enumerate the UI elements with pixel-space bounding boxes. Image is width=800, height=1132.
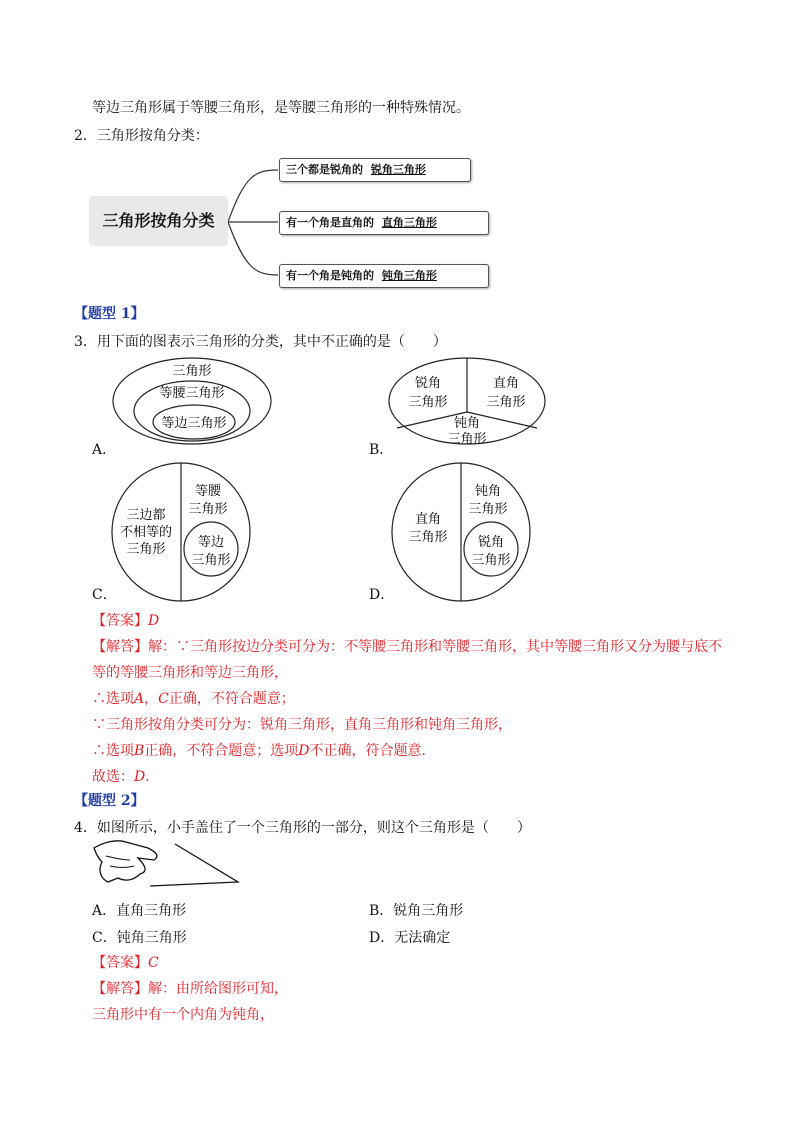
option-d: D <box>298 743 310 759</box>
q3-label-d: D． <box>369 587 395 603</box>
answer-prefix: 【答案】 <box>92 955 148 971</box>
intro-line: 等边三角形属于等腰三角形，是等腰三角形的一种特殊情况。 <box>92 100 470 116</box>
diagram-c-left-1: 三边都 <box>126 508 166 523</box>
answer-value: D <box>148 613 160 629</box>
diagram-b-bottom-2: 三角形 <box>447 432 487 447</box>
text: ． <box>145 769 160 785</box>
diagram-d-right-2: 三角形 <box>468 502 508 517</box>
text: 不正确，符合题意． <box>309 743 436 759</box>
branch-condition: 有一个角是钝角的 <box>286 269 374 282</box>
section-tag-2: 【题型 2】 <box>74 793 145 809</box>
q4-jieda-line-1 <box>92 978 288 998</box>
diagram-c-inner-2: 三角形 <box>191 553 231 568</box>
q4-hand-triangle-figure <box>90 836 245 894</box>
branch-result: 直角三角形 <box>381 216 437 229</box>
mindmap-connectors <box>0 0 800 300</box>
branch-result: 钝角三角形 <box>381 269 437 282</box>
text: ∴选项 <box>92 743 134 759</box>
diagram-c-left-3: 三角形 <box>126 542 166 557</box>
section-tag-1: 【题型 1】 <box>74 306 145 322</box>
q3-jieda-line-6 <box>92 766 159 786</box>
q3-diagram-c <box>110 461 252 603</box>
jieda-text: 解：由所给图形可知， <box>148 981 288 997</box>
option-d: D <box>134 769 146 785</box>
diagram-d-inner-2: 三角形 <box>471 553 511 568</box>
q3-diagram-a <box>110 355 275 447</box>
jieda-prefix: 【解答】 <box>92 981 148 997</box>
mindmap-branch-acute <box>279 158 471 182</box>
item-2-heading: 2．三角形按角分类： <box>74 128 209 144</box>
q4-answer <box>92 952 159 972</box>
answer-prefix: 【答案】 <box>92 613 148 629</box>
diagram-b-bottom-1: 钝角 <box>453 416 481 431</box>
q3-label-a: A． <box>92 442 117 458</box>
diagram-a-inner-label: 等边三角形 <box>161 416 227 431</box>
q3-jieda-line-3 <box>92 688 295 708</box>
q3-jieda-line-5 <box>92 740 436 760</box>
q4-option-c[interactable]: C．钝角三角形 <box>92 930 187 946</box>
q4-stem: 4．如图所示，小手盖住了一个三角形的一部分，则这个三角形是（ ） <box>74 820 531 836</box>
diagram-b-right-2: 三角形 <box>486 395 526 410</box>
q3-diagram-d <box>390 461 532 603</box>
q3-answer <box>92 610 159 630</box>
diagram-d-left-1: 直角 <box>414 512 442 527</box>
text: 正确，不符合题意；选项 <box>144 743 299 759</box>
diagram-c-right-2: 三角形 <box>188 502 228 517</box>
q4-option-d[interactable]: D．无法确定 <box>369 930 451 946</box>
mindmap-branch-right <box>279 211 489 235</box>
diagram-b-right-1: 直角 <box>492 376 520 391</box>
jieda-prefix: 【解答】 <box>92 639 148 655</box>
diagram-d-left-2: 三角形 <box>408 530 448 545</box>
option-a: A <box>134 691 145 707</box>
text: 故选： <box>92 769 134 785</box>
diagram-c-inner-1: 等边 <box>197 535 225 550</box>
branch-condition: 有一个角是直角的 <box>286 216 374 229</box>
text: ， <box>144 691 159 707</box>
q4-option-b[interactable]: B．锐角三角形 <box>369 903 464 919</box>
diagram-c-left-2: 不相等的 <box>119 525 173 540</box>
text: 正确，不符合题意； <box>168 691 295 707</box>
text: ∴选项 <box>92 691 134 707</box>
branch-condition: 三个都是锐角的 <box>286 163 363 176</box>
diagram-d-right-1: 钝角 <box>474 484 502 499</box>
diagram-a-middle-label: 等腰三角形 <box>159 386 225 401</box>
option-b: B <box>134 743 145 759</box>
q4-jieda-line-2: 三角形中有一个内角为钝角， <box>92 1007 274 1023</box>
answer-value: C <box>148 955 159 971</box>
diagram-a-outer-label: 三角形 <box>172 364 212 379</box>
q3-jieda-line-1 <box>92 636 722 656</box>
q3-jieda-line-2: 等的等腰三角形和等边三角形， <box>92 665 288 681</box>
mindmap-branch-obtuse <box>279 264 489 288</box>
option-c: C <box>158 691 169 707</box>
diagram-d-inner-1: 锐角 <box>477 535 505 550</box>
q3-label-c: C． <box>92 587 117 603</box>
q4-option-a[interactable]: A．直角三角形 <box>92 903 187 919</box>
q3-label-b: B． <box>369 442 394 458</box>
q3-diagram-b <box>386 355 548 447</box>
diagram-b-left-1: 锐角 <box>414 376 442 391</box>
diagram-c-right-1: 等腰 <box>194 484 222 499</box>
q3-jieda-line-4: ∵三角形按角分类可分为：锐角三角形，直角三角形和钝角三角形， <box>92 717 512 733</box>
jieda-text: 解：∵三角形按边分类可分为：不等腰三角形和等腰三角形，其中等腰三角形又分为腰与底不 <box>148 639 722 655</box>
diagram-b-left-2: 三角形 <box>408 395 448 410</box>
q3-stem: 3．用下面的图表示三角形的分类，其中不正确的是（ ） <box>74 334 447 350</box>
mindmap-root: 三角形按角分类 <box>89 196 228 246</box>
branch-result: 锐角三角形 <box>370 163 426 176</box>
